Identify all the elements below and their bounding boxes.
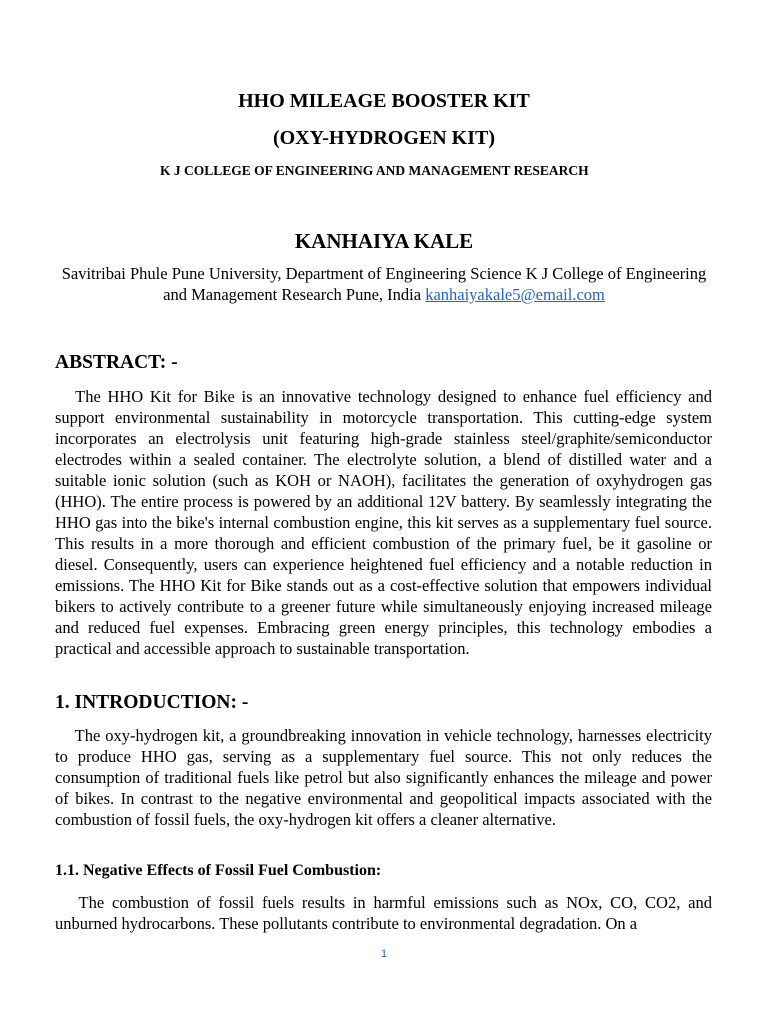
email-link[interactable]: kanhaiyakale5@email.com [425,285,605,304]
abstract-paragraph [55,386,712,659]
introduction-paragraph [55,725,712,830]
author-name: KANHAIYA KALE [294,229,474,253]
college-name: K J COLLEGE OF ENGINEERING AND MANAGEMENT RESEARCH [160,163,589,178]
introduction-heading: 1. INTRODUCTION: - [55,692,249,713]
fossil-text: The combustion of fossil fuels results in harmful emissions such as NOx, CO, CO2, and unburned hydrocarbons. These pollutants contribute to environmental degradation. On a [55,893,713,933]
affiliation-text: Savitribai Phule Pune University, Department of Engineering Science K J College of Engineering and Management Research Pune, India [61,264,707,304]
section-subheading: 1.1. Negative Effects of Fossil Fuel Combustion: [55,862,382,879]
author-affiliation [56,263,712,305]
paper-subtitle: (OXY-HYDROGEN KIT) [272,127,496,149]
introduction-text: The oxy-hydrogen kit, a groundbreaking innovation in vehicle technology, harnesses electricity to produce HHO gas, serving as a supplementary fuel source. This not only reduces the consumption of traditional fuels like petrol but also significantly enhances the mileage and power of bikes. In contrast to the negative environmental and geopolitical impacts associated with the combustion of fossil fuels, the oxy-hydrogen kit offers a cleaner alternative. [55,726,712,829]
abstract-text: The HHO Kit for Bike is an innovative technology designed to enhance fuel efficiency and support environmental sustainability in motorcycle transportation. This cutting-edge system incorporates an electrolysis unit featuring high-grade stainless steel/graphite/semiconductor electrodes within a sealed container. The electrolyte solution, a blend of distilled water and a suitable ionic solution (such as KOH or NAOH), facilitates the generation of oxyhydrogen gas (HHO). The entire process is powered by an additional 12V battery. By seamlessly integrating the HHO gas into the bike's internal combustion engine, this kit serves as a supplementary fuel source. This results in a more thorough and efficient combustion of the primary fuel, be it gasoline or diesel. Consequently, users can experience heightened fuel efficiency and a notable reduction in emissions. The HHO Kit for Bike stands out as a cost-effective solution that empowers individual bikers to actively contribute to a greener future while simultaneously enjoying increased mileage and reduced fuel expenses. Embracing green energy principles, this technology embodies a practical and accessible approach to sustainable transportation. [55,387,713,658]
abstract-heading: ABSTRACT: - [55,352,178,373]
page-number: 1 [380,948,388,960]
fossil-paragraph [55,892,712,934]
paper-title: HHO MILEAGE BOOSTER KIT [238,90,530,112]
